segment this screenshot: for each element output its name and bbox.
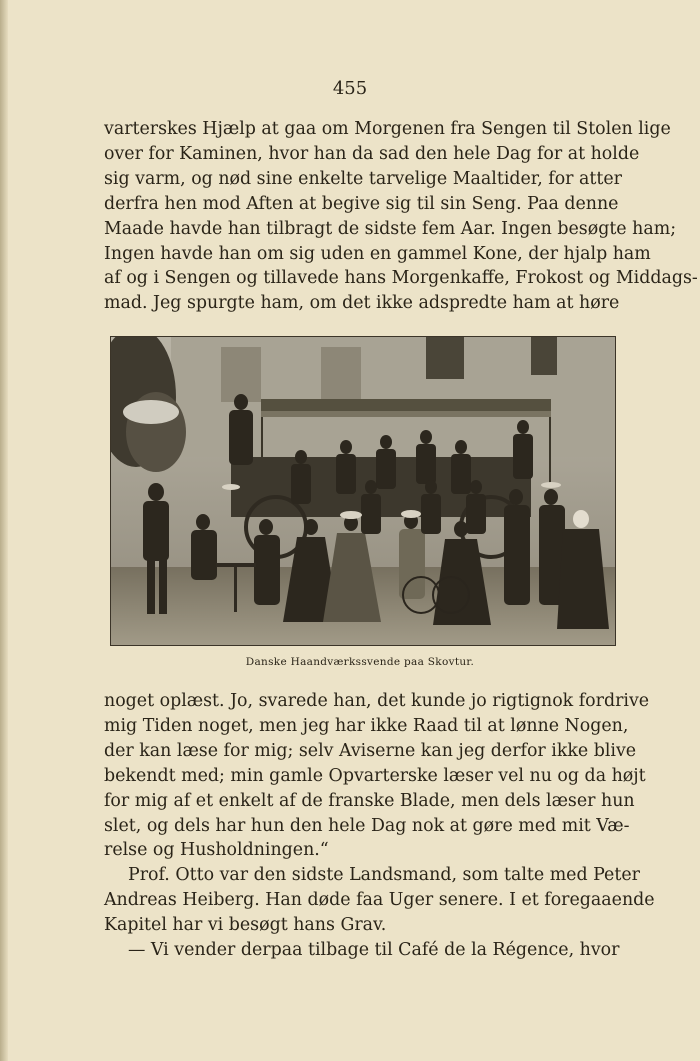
text-line: Maade havde han tilbragt de sidste fem Aar. Ingen besøgte ham; xyxy=(104,218,677,239)
text-line: varterskes Hjælp at gaa om Morgenen fra Sengen til Stolen lige xyxy=(104,119,671,139)
text-line: der kan læse for mig; selv Aviserne kan jeg derfor ikke blive xyxy=(104,740,637,761)
text-line: af og i Sengen og tillavede hans Morgenkaffe, Frokost og Middags- xyxy=(104,268,698,289)
text-line: mad. Jeg spurgte ham, om det ikke adspredte ham at høre xyxy=(104,293,620,314)
text-line: mig Tiden noget, men jeg har ikke Raad til at lønne Nogen, xyxy=(104,715,629,736)
text-line: — Vi vender derpaa tilbage til Café de la Régence, hvor xyxy=(128,940,620,961)
text-line: Kapitel har vi besøgt hans Grav. xyxy=(104,915,387,936)
body-text-bottom xyxy=(104,689,655,963)
body-text-top xyxy=(104,117,698,316)
figure-caption: Danske Haandværkssvende paa Skovtur. xyxy=(245,656,475,668)
group-photograph xyxy=(110,336,616,646)
text-line: slet, og dels har hun den hele Dag nok at gøre med mit Væ- xyxy=(104,815,630,836)
text-line: relse og Husholdningen.“ xyxy=(104,840,329,861)
photograph-illustration xyxy=(111,337,616,646)
text-line: sig varm, og nød sine enkelte tarvelige Maaltider, for atter xyxy=(104,168,622,189)
text-line: Andreas Heiberg. Han døde faa Uger senere. I et foregaaende xyxy=(104,890,655,911)
text-line: for mig af et enkelt af de franske Blade, men dels læser hun xyxy=(104,790,635,811)
text-line: Prof. Otto var den sidste Landsmand, som talte med Peter xyxy=(128,865,640,886)
page-binding-edge xyxy=(0,0,8,1061)
text-line: bekendt med; min gamle Opvarterske læser vel nu og da højt xyxy=(104,765,646,786)
text-line: derfra hen mod Aften at begive sig til sin Seng. Paa denne xyxy=(104,193,619,214)
text-line: Ingen havde han om sig uden en gammel Kone, der hjalp ham xyxy=(104,243,651,264)
page-number: 455 xyxy=(332,78,368,99)
text-line: noget oplæst. Jo, svarede han, det kunde jo rigtignok fordrive xyxy=(104,691,650,711)
text-line: over for Kaminen, hvor han da sad den hele Dag for at holde xyxy=(104,143,640,164)
